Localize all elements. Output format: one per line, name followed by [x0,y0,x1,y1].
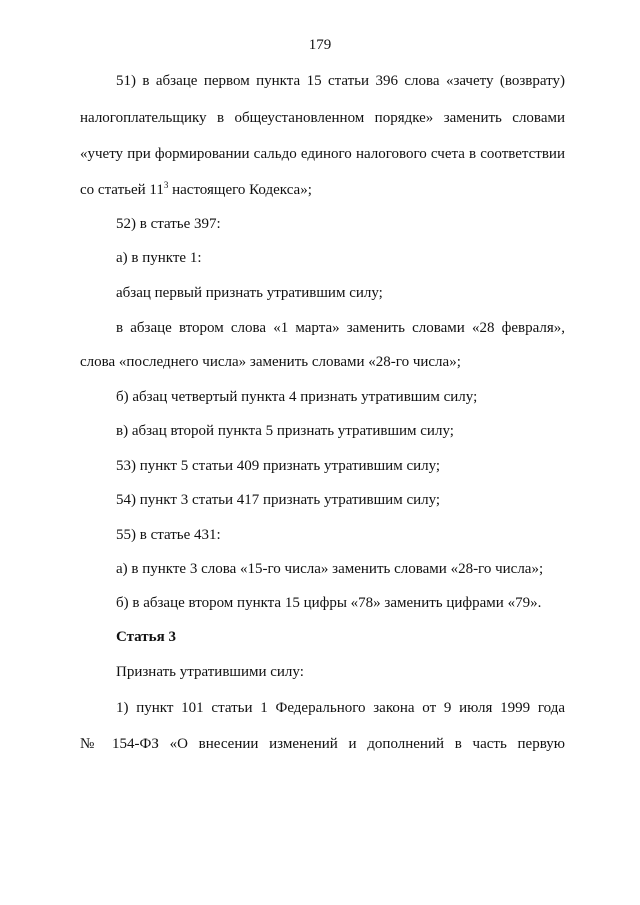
item-51-line-4-end: настоящего Кодекса»; [168,182,312,198]
item-51-line-2: налогоплательщику в общеустановленном порядке» заменить словами [80,110,565,126]
article-3-item-1-line-1: 1) пункт 101 статьи 1 Федерального закона от 9 июля 1999 года [116,700,565,716]
item-51-line-1: 51) в абзаце первом пункта 15 статьи 396 слова «зачету (возврату) [116,73,565,89]
item-52-a-paragraph-1: абзац первый признать утратившим силу; [116,285,383,301]
superscript-3: 3 [163,180,169,190]
item-52: 52) в статье 397: [116,216,221,232]
item-52-a-paragraph-2-line-1: в абзаце втором слова «1 марта» заменить словами «28 февраля», [116,320,565,336]
item-55: 55) в статье 431: [116,527,221,543]
article-3-heading: Статья 3 [116,629,176,645]
item-52-b: б) абзац четвертый пункта 4 признать утратившим силу; [116,389,478,405]
article-3-intro: Признать утратившими силу: [116,664,304,680]
item-51-line-3: «учету при формировании сальдо единого налогового счета в соответствии [80,146,565,162]
item-54: 54) пункт 3 статьи 417 признать утратившим силу; [116,492,441,508]
item-55-b: б) в абзаце втором пункта 15 цифры «78» заменить цифрами «79». [116,595,542,611]
item-52-v: в) абзац второй пункта 5 признать утратившим силу; [116,423,454,439]
item-52-a-paragraph-2-line-2: слова «последнего числа» заменить словами «28-го числа»; [80,354,461,370]
item-51-line-4 [80,181,565,199]
item-53: 53) пункт 5 статьи 409 признать утратившим силу; [116,458,441,474]
page-number: 179 [308,37,332,53]
item-55-a: а) в пункте 3 слова «15-го числа» заменить словами «28-го числа»; [116,561,544,577]
article-3-item-1-line-2: № 154-ФЗ «О внесении изменений и дополнений в часть первую [80,736,565,752]
item-51-line-4-start: со статьей 11 [80,182,164,198]
item-52-a: а) в пункте 1: [116,250,202,266]
